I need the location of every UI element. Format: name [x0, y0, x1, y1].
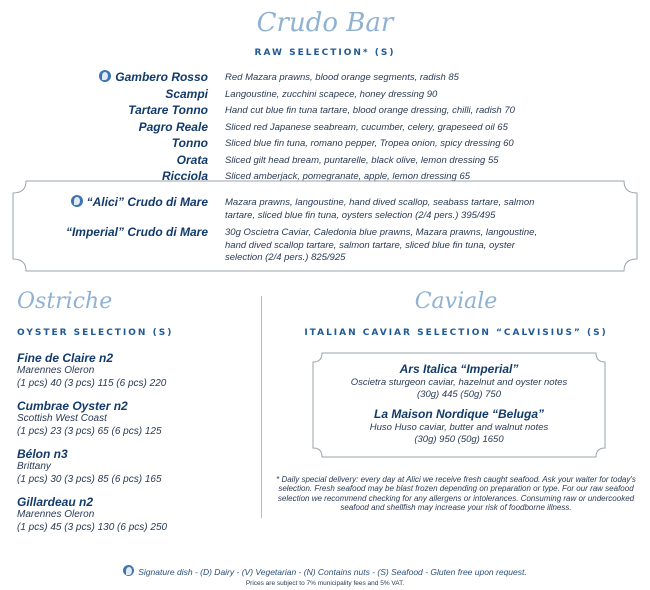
platter-description: Mazara prawns, langoustine, hand dived scallop, seabass tartare, salmon tartare, sliced blue fin tuna, oysters selection (2/4 pers.) 395/495: [225, 197, 535, 221]
menu-item-description: Sliced gilt head bream, puntarelle, black olive, lemon dressing 55: [225, 154, 499, 166]
menu-item: [0, 103, 650, 120]
menu-item-name: Tonno: [171, 136, 208, 150]
oyster-prices: (1 pcs) 23 (3 pcs) 65 (6 pcs) 125: [17, 425, 162, 437]
raw-selection-list: [0, 70, 650, 186]
caviar-description: Huso Huso caviar, butter and walnut notes: [369, 422, 549, 433]
platter-description: 30g Oscietra Caviar, Caledonia blue prawns, Mazara prawns, langoustine, hand dived scallop tartare, salmon tartare, sliced blue fin tuna, oyster selection (2/4 pers.) 825/925: [225, 227, 538, 263]
caviar-prices: (30g) 445 (50g) 750: [417, 389, 501, 400]
platter-name: “Imperial” Crudo di Mare: [65, 225, 208, 239]
oyster-origin: Marennes Oleron: [17, 509, 95, 520]
oyster-origin: Scottish West Coast: [17, 413, 107, 424]
menu-item: [0, 70, 650, 87]
caviale-title: Caviale: [414, 289, 498, 314]
oyster-name: Bélon n3: [17, 447, 68, 461]
oyster-item: [17, 399, 257, 438]
oyster-item: [17, 447, 257, 486]
menu-item-description: Langoustine, zucchini scapece, honey dressing 90: [225, 88, 438, 100]
seafood-notice: * Daily special delivery: every day at Alici we receive fresh caught seafood. Ask your waiter for today's selection. Fresh seafood may be blast frozen depending on preparation or type. For our raw seafood selection we recommend checking for any allergens or intolerances. Consuming raw or undercooked seafood and shellfish may increase your risk of foodborne illness.: [276, 475, 636, 513]
oyster-list: [17, 351, 257, 543]
menu-item: [0, 87, 650, 104]
caviar-prices: (30g) 950 (50g) 1650: [414, 434, 504, 445]
ostriche-title: Ostriche: [17, 289, 113, 314]
signature-dish-icon: [123, 565, 134, 576]
menu-item-description: Sliced red Japanese seabream, cucumber, celery, grapeseed oil 65: [225, 121, 508, 133]
raw-selection-heading: RAW SELECTION* (S): [254, 48, 396, 58]
menu-item: [0, 136, 650, 153]
signature-dish-icon: [99, 70, 111, 82]
caviar-selection-heading: ITALIAN CAVIAR SELECTION “CALVISIUS” (S): [304, 328, 608, 338]
caviar-description: Oscietra sturgeon caviar, hazelnut and oyster notes: [350, 377, 568, 388]
menu-item-description: Sliced blue fin tuna, romano pepper, Tropea onion, spicy dressing 60: [225, 138, 514, 149]
platter-name-text: “Alici” Crudo di Mare: [86, 195, 208, 209]
platter-name: [71, 195, 208, 209]
oyster-name: Gillardeau n2: [17, 495, 94, 509]
oyster-selection-heading: OYSTER SELECTION (S): [17, 328, 174, 338]
menu-item-description: Hand cut blue fin tuna tartare, blood orange dressing, chilli, radish 70: [225, 105, 515, 116]
menu-item-name-text: Gambero Rosso: [115, 70, 208, 84]
oyster-item: [17, 351, 257, 390]
legend-text: Signature dish - (D) Dairy - (V) Vegetarian - (N) Contains nuts - (S) Seafood - Gluten free upon request.: [138, 567, 527, 577]
menu-item-name: Tartare Tonno: [128, 103, 208, 117]
oyster-name: Fine de Claire n2: [17, 351, 114, 365]
signature-dish-icon: [71, 195, 83, 207]
menu-item-name: Ricciola: [161, 169, 208, 183]
caviar-name: La Maison Nordique “Beluga”: [373, 407, 544, 421]
oyster-name: Cumbrae Oyster n2: [17, 399, 128, 413]
menu-item-name: Pagro Reale: [138, 119, 208, 134]
menu-item-description: Red Mazara prawns, blood orange segments, radish 85: [225, 72, 459, 83]
menu-item-name: Orata: [176, 152, 208, 167]
menu-item-description: Sliced amberjack, pomegranate, apple, lemon dressing 65: [225, 171, 471, 182]
oyster-prices: (1 pcs) 40 (3 pcs) 115 (6 pcs) 220: [17, 377, 167, 389]
oyster-origin: Brittany: [17, 461, 51, 472]
menu-item: [0, 120, 650, 137]
oyster-prices: (1 pcs) 45 (3 pcs) 130 (6 pcs) 250: [17, 521, 168, 533]
oyster-origin: Marennes Oleron: [17, 365, 95, 376]
menu-item: [0, 153, 650, 170]
vat-note: Prices are subject to 7% municipality fees and 5% VAT.: [245, 580, 405, 587]
menu-item-name: [99, 70, 208, 84]
oyster-item: [17, 495, 257, 534]
caviar-item: [312, 407, 606, 446]
menu-item-name: Scampi: [165, 86, 208, 101]
caviar-list: [312, 362, 606, 452]
oyster-prices: (1 pcs) 30 (3 pcs) 85 (6 pcs) 165: [17, 473, 162, 485]
legend: [0, 565, 650, 577]
caviar-name: Ars Italica “Imperial”: [399, 362, 519, 376]
crudo-bar-title: Crudo Bar: [256, 8, 394, 38]
caviar-item: [312, 362, 606, 401]
